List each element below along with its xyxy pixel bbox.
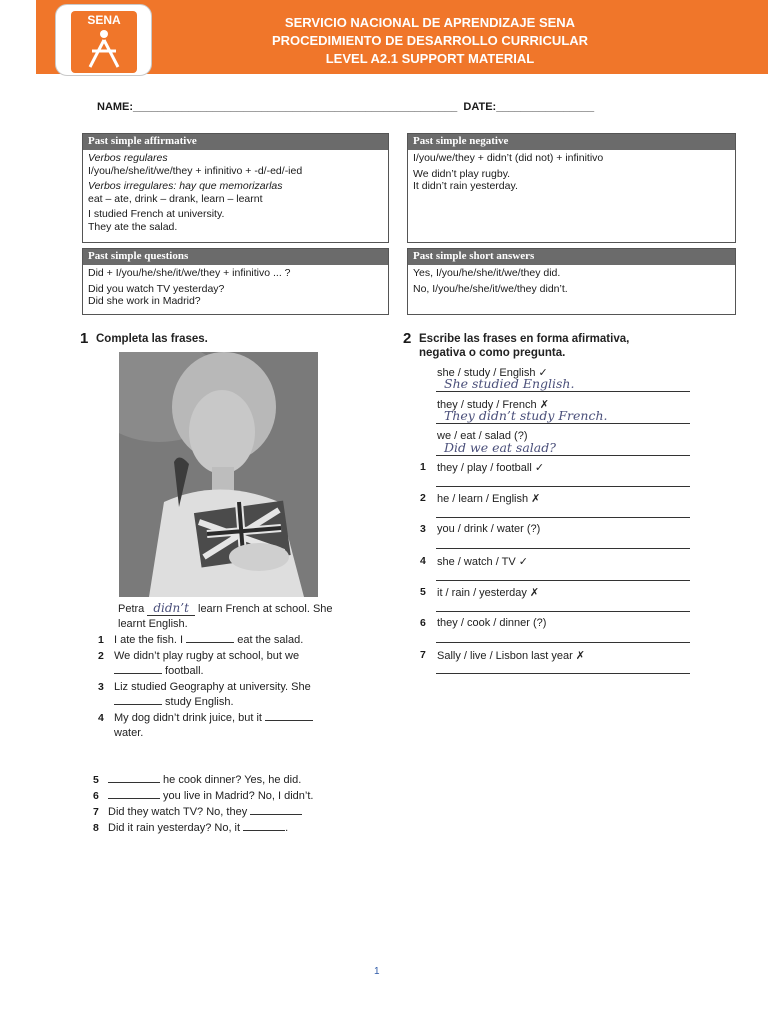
exercise-2-example-prompt: she / study / English ✓ bbox=[437, 367, 548, 379]
exercise-1-item-8: Did it rain yesterday? No, it . bbox=[108, 822, 289, 834]
exercise-1-item-4: My dog didn’t drink juice, but it water. bbox=[114, 711, 313, 741]
answer-line[interactable] bbox=[436, 548, 690, 549]
exercise-1-example: Petra didn’t learn French at school. She learnt English. bbox=[118, 601, 333, 630]
answer-line[interactable] bbox=[436, 517, 690, 518]
exercise-2-item-2: he / learn / English ✗ bbox=[437, 493, 541, 505]
answer-blank[interactable] bbox=[108, 773, 160, 783]
sena-figure-icon bbox=[86, 29, 122, 69]
exercise-1-item-2: We didn’t play rugby at school, but we football. bbox=[114, 650, 300, 677]
box-past-affirmative: Past simple affirmative Verbos regulares I/you/he/she/it/we/they + infinitivo + -d/-ed/-ied Verbos irregulares: hay que memorizarlas eat – ate, drink – drank, learn – learnt I studied French at university. They ate the salad. bbox=[82, 133, 389, 243]
logo-text: SENA bbox=[87, 13, 121, 27]
exercise-1-item-3: Liz studied Geography at university. She study English. bbox=[114, 681, 311, 708]
exercise-2-example-prompt: they / study / French ✗ bbox=[437, 399, 549, 411]
answer-blank[interactable] bbox=[114, 695, 162, 705]
exercise-2-item-6: they / cook / dinner (?) bbox=[437, 617, 547, 629]
exercise-2-example-answer: She studied English. bbox=[444, 376, 575, 391]
example-handwritten-answer: didn’t bbox=[147, 601, 195, 616]
answer-blank[interactable] bbox=[243, 821, 285, 831]
answer-line[interactable] bbox=[436, 580, 690, 581]
exercise-1-title: Completa las frases. bbox=[96, 333, 208, 345]
box-past-negative: Past simple negative I/you/we/they + didn’t (did not) + infinitivo We didn’t play rugby. It didn’t rain yesterday. bbox=[407, 133, 736, 243]
sena-logo bbox=[55, 4, 152, 76]
answer-line[interactable] bbox=[436, 673, 690, 674]
exercise-1-item-1: I ate the fish. I eat the salad. bbox=[114, 634, 304, 646]
exercise-2-item-1: they / play / football ✓ bbox=[437, 462, 545, 474]
answer-blank[interactable] bbox=[186, 633, 234, 643]
exercise-1-item-5: he cook dinner? Yes, he did. bbox=[108, 773, 301, 788]
answer-line[interactable] bbox=[436, 486, 690, 487]
exercise-2-title: Escribe las frases en forma afirmativa, negativa o como pregunta. bbox=[419, 333, 630, 359]
exercise-2-item-5: it / rain / yesterday ✗ bbox=[437, 587, 540, 599]
exercise-1-item-6: you live in Madrid? No, I didn’t. bbox=[108, 789, 313, 804]
header-title: SERVICIO NACIONAL DE APRENDIZAJE SENA PROCEDIMIENTO DE DESARROLLO CURRICULAR LEVEL A2.1 SUPPORT MATERIAL bbox=[271, 15, 589, 66]
name-date-line bbox=[97, 101, 594, 113]
answer-blank[interactable] bbox=[265, 711, 313, 721]
answer-line[interactable] bbox=[436, 642, 690, 643]
box-past-short-answers: Past simple short answers Yes, I/you/he/she/it/we/they did. No, I/you/he/she/it/we/they didn’t. bbox=[407, 248, 736, 315]
exercise-2-item-4: she / watch / TV ✓ bbox=[437, 556, 528, 568]
answer-line[interactable] bbox=[436, 611, 690, 612]
box-past-questions: Past simple questions Did + I/you/he/she/it/we/they + infinitivo ... ? Did you watch TV yesterday? Did she work in Madrid? bbox=[82, 248, 389, 315]
exercise-2-number: 2 bbox=[403, 330, 412, 347]
exercise-2-example-prompt: we / eat / salad (?) bbox=[437, 430, 528, 442]
page-number: 1 bbox=[374, 966, 380, 977]
exercise-2-example-answer: Did we eat salad? bbox=[444, 440, 556, 455]
date-field[interactable]: DATE:________________ bbox=[463, 101, 595, 113]
student-photo bbox=[119, 352, 318, 597]
exercise-1-number: 1 bbox=[80, 330, 89, 347]
exercise-2-example-answer: They didn’t study French. bbox=[444, 408, 608, 423]
answer-blank[interactable] bbox=[108, 789, 160, 799]
name-field[interactable]: NAME:_____________________________________________________ bbox=[97, 101, 458, 113]
exercise-2-item-3: you / drink / water (?) bbox=[437, 523, 541, 535]
woman-photo-illustration bbox=[119, 352, 318, 597]
answer-blank[interactable] bbox=[114, 664, 162, 674]
exercise-1-item-7: Did they watch TV? No, they bbox=[108, 805, 302, 820]
exercise-2-item-7: Sally / live / Lisbon last year ✗ bbox=[437, 650, 586, 662]
answer-blank[interactable] bbox=[250, 805, 302, 815]
